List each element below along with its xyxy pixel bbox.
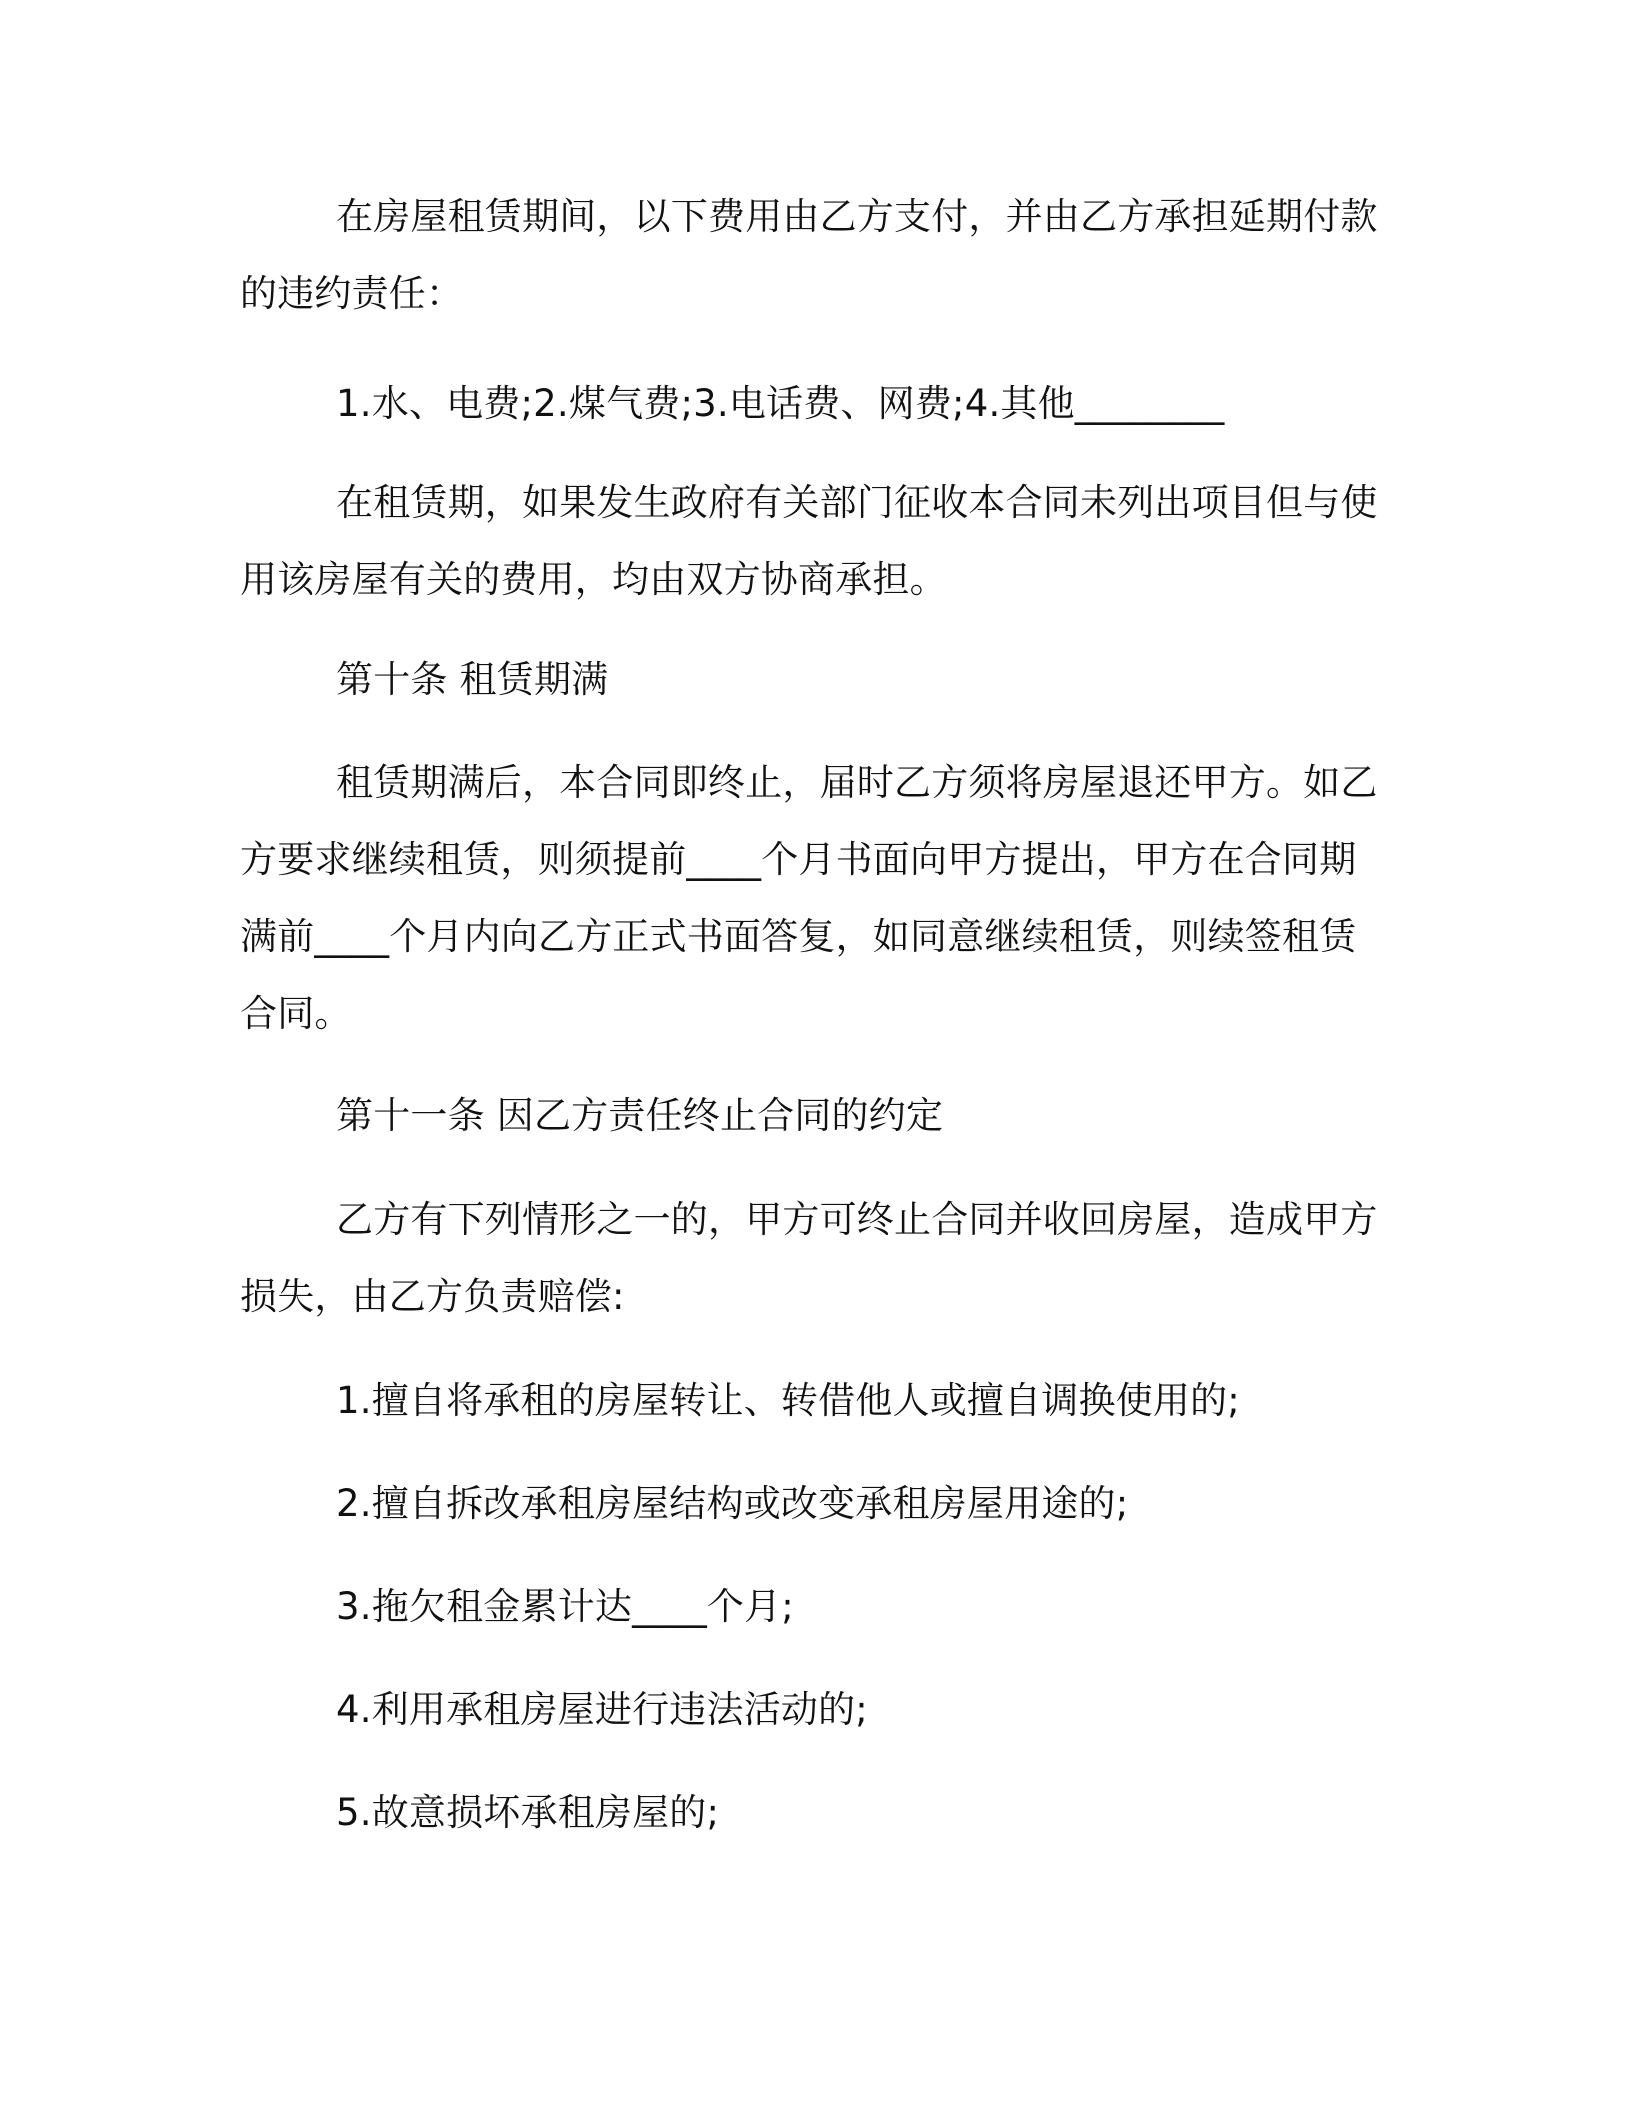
- text-line: 乙方有下列情形之一的，甲方可终止合同并收回房屋，造成甲方: [336, 1198, 1378, 1241]
- text-line: 方要求继续租赁，则须提前____个月书面向甲方提出，甲方在合同期: [240, 838, 1357, 881]
- paragraph-fees-intro: [240, 178, 1390, 332]
- text-line: 1.水、电费;2.煤气费;3.电话费、网费;4.其他________: [336, 382, 1225, 425]
- paragraph-article-10-body: [240, 744, 1390, 1052]
- text-line: 合同。: [240, 992, 352, 1035]
- text-line: 在房屋租赁期间，以下费用由乙方支付，并由乙方承担延期付款: [336, 195, 1378, 238]
- text-line: 第十条 租赁期满: [336, 658, 609, 701]
- list-item-2: [240, 1465, 1390, 1542]
- text-line: 的违约责任：: [240, 272, 464, 315]
- article-10-title: [240, 641, 1390, 718]
- text-line: 损失，由乙方负责赔偿:: [240, 1275, 625, 1318]
- text-line: 4.利用承租房屋进行违法活动的;: [336, 1688, 868, 1731]
- text-line: 用该房屋有关的费用，均由双方协商承担。: [240, 558, 947, 601]
- list-item-1: [240, 1362, 1390, 1439]
- text-line: 3.拖欠租金累计达____个月;: [336, 1585, 794, 1628]
- article-11-title: [240, 1077, 1390, 1154]
- list-item-5: [240, 1774, 1390, 1851]
- list-item-4: [240, 1671, 1390, 1748]
- text-line: 1.擅自将承租的房屋转让、转借他人或擅自调换使用的;: [336, 1379, 1240, 1422]
- text-line: 5.故意损坏承租房屋的;: [336, 1791, 720, 1834]
- text-line: 满前____个月内向乙方正式书面答复，如同意继续租赁，则续签租赁: [240, 915, 1357, 958]
- text-line: 租赁期满后，本合同即终止，届时乙方须将房屋退还甲方。如乙: [336, 761, 1378, 804]
- paragraph-fees-list: [240, 365, 1390, 442]
- text-line: 第十一条 因乙方责任终止合同的约定: [336, 1094, 944, 1137]
- text-line: 2.擅自拆改承租房屋结构或改变承租房屋用途的;: [336, 1482, 1129, 1525]
- paragraph-gov-fees: [240, 464, 1390, 618]
- list-item-3: [240, 1568, 1390, 1645]
- text-line: 在租赁期，如果发生政府有关部门征收本合同未列出项目但与使: [336, 481, 1378, 524]
- paragraph-article-11-intro: [240, 1181, 1390, 1335]
